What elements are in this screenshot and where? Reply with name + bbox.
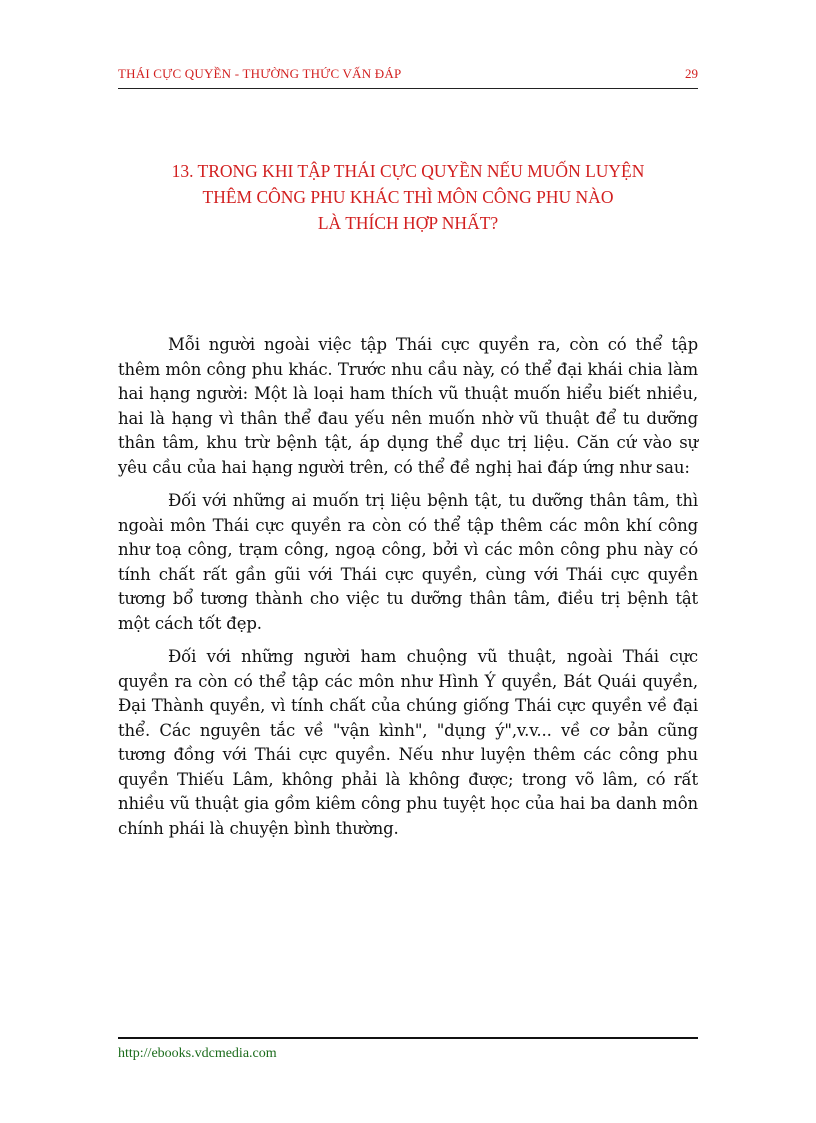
footer-url-link[interactable]: http://ebooks.vdcmedia.com: [118, 1046, 277, 1061]
chapter-title-line: LÀ THÍCH HỢP NHẤT?: [317, 213, 499, 233]
paragraph: Mỗi người ngoài việc tập Thái cực quyền ra, còn có thể tập thêm môn công phu khác. Trước nhu cầu này, có thể đại khái chia làm hai hạng người: Một là loại ham thích vũ thuật muốn hiểu biết nhiều, hai là hạng vì thân thể đau yếu nên muốn nhờ vũ thuật để tu dưỡng thân tâm, khu trừ bệnh tật, áp dụng thể dục trị liệu. Căn cứ vào sự yêu cầu của hai hạng người trên, có thể đề nghị hai đáp ứng như sau:: [118, 335, 698, 477]
chapter-title-line: 13. TRONG KHI TẬP THÁI CỰC QUYỀN NẾU MUỐN LUYỆN: [171, 161, 645, 181]
page-number: 29: [685, 66, 698, 81]
paragraph: Đối với những người ham chuộng vũ thuật, ngoài Thái cực quyền ra còn có thể tập các môn như Hình Ý quyền, Bát Quái quyền, Đại Thành quyền, vì tính chất của chúng giống Thái cực quyền về đại thể. Các nguyên tắc về "vận kình", "dụng ý",v.v... về cơ bản cũng tương đồng với Thái cực quyền. Nếu như luyện thêm các công phu quyền Thiếu Lâm, không phải là không được; trong võ lâm, có rất nhiều vũ thuật gia gồm kiêm công phu tuyệt học của hai ba danh môn chính phái là chuyện bình thường.: [118, 647, 698, 838]
body-text: [118, 333, 698, 850]
paragraph: Đối với những ai muốn trị liệu bệnh tật, tu dưỡng thân tâm, thì ngoài môn Thái cực quyền ra còn có thể tập thêm các môn khí công như toạ công, trạm công, ngoạ công, bởi vì các môn công phu này có tính chất rất gần gũi với Thái cực quyền, cùng với Thái cực quyền tương bổ tương thành cho việc tu dưỡng thân tâm, điều trị bệnh tật một cách tốt đẹp.: [118, 491, 698, 633]
footer-divider: [118, 1037, 698, 1039]
chapter-title-line: THÊM CÔNG PHU KHÁC THÌ MÔN CÔNG PHU NÀO: [202, 187, 614, 207]
chapter-title: [118, 158, 698, 236]
header-title: THÁI CỰC QUYỀN - THƯỜNG THỨC VẤN ĐÁP: [118, 66, 402, 81]
running-header: [118, 66, 698, 89]
